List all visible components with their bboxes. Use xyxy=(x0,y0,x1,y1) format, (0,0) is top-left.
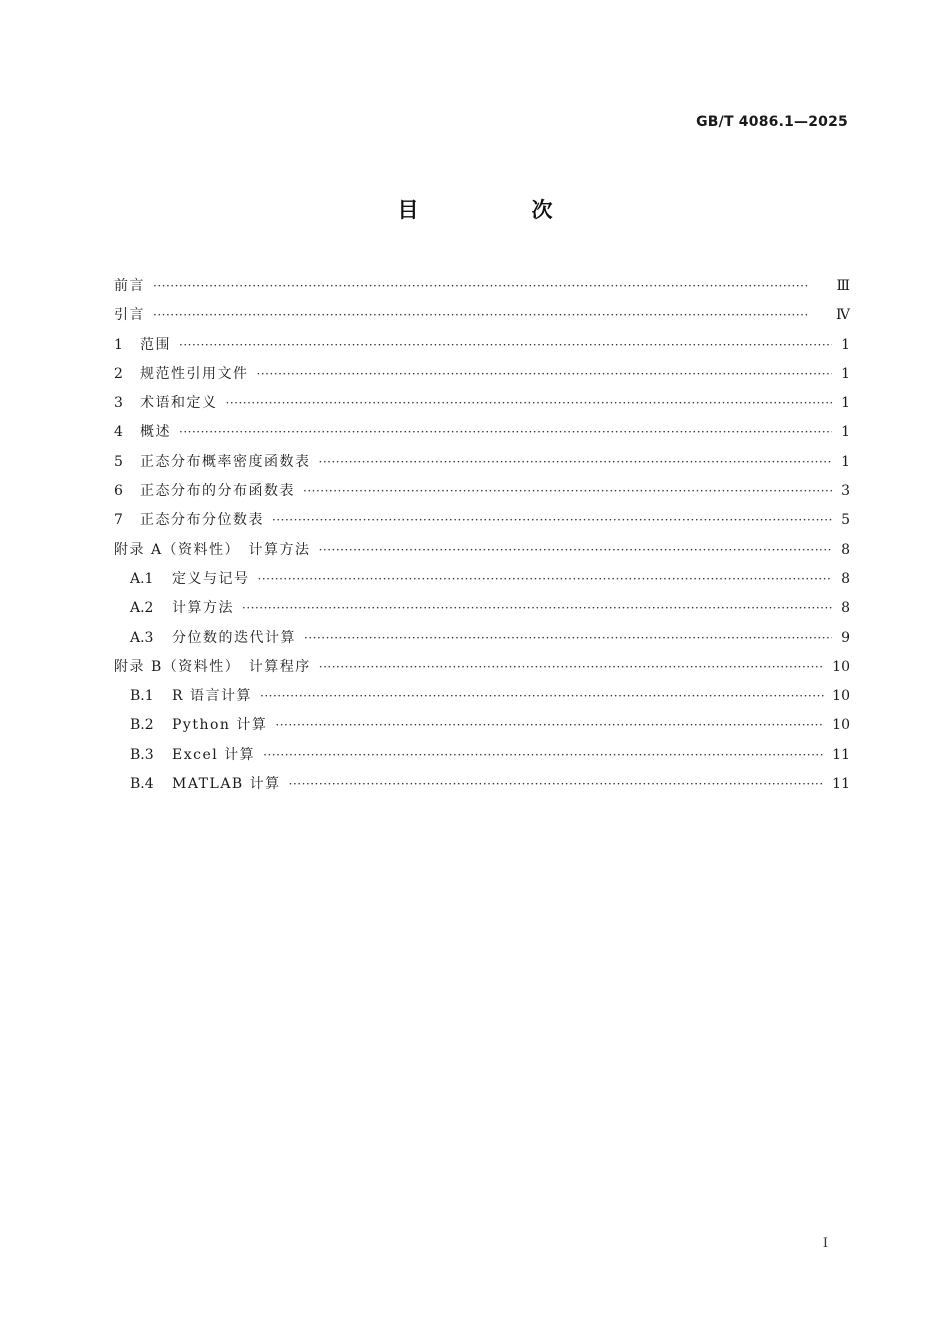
toc-entry-page: 1 xyxy=(841,424,850,441)
toc-leader-dots xyxy=(258,565,833,594)
toc-entry-page: 8 xyxy=(841,541,850,558)
toc-entry-page: 10 xyxy=(832,688,850,705)
toc-entry-page: 11 xyxy=(832,776,850,793)
toc-entry-label: MATLAB 计算 xyxy=(172,776,281,793)
toc-entry-foreword[interactable] xyxy=(114,272,850,301)
toc-leader-dots xyxy=(179,331,832,360)
toc-entry-1[interactable] xyxy=(114,331,850,360)
toc-entry-number: 7 xyxy=(114,512,123,529)
toc-entry-number: A.1 xyxy=(130,570,154,587)
standard-code: GB/T 4086.1—2025 xyxy=(696,114,848,130)
toc-entry-b1[interactable] xyxy=(114,682,850,711)
toc-entry-b3[interactable] xyxy=(114,741,850,770)
toc-entry-number: B.2 xyxy=(130,717,154,734)
toc-entry-label: 术语和定义 xyxy=(140,395,218,412)
toc-entry-label: 正态分布概率密度函数表 xyxy=(140,453,311,470)
toc-entry-a1[interactable] xyxy=(114,565,850,594)
toc-leader-dots xyxy=(260,682,824,711)
toc-entry-number: A.3 xyxy=(130,629,154,646)
toc-entry-label: R 语言计算 xyxy=(172,688,252,705)
toc-leader-dots xyxy=(272,506,832,535)
toc-entry-label: 计算方法 xyxy=(172,600,234,617)
toc-leader-dots xyxy=(319,536,832,565)
toc-entry-label: 分位数的迭代计算 xyxy=(172,629,296,646)
toc-entry-label: Python 计算 xyxy=(172,717,268,734)
toc-leader-dots xyxy=(153,272,828,301)
toc-entry-label: 附录 A（资料性） 计算方法 xyxy=(114,541,311,558)
toc-entry-annex-b[interactable] xyxy=(114,653,850,682)
toc-leader-dots xyxy=(303,477,832,506)
toc-entry-number: 5 xyxy=(114,453,123,470)
toc-entry-label: 引言 xyxy=(114,307,145,324)
toc-entry-number: 2 xyxy=(114,365,123,382)
toc-entry-page: 8 xyxy=(841,600,850,617)
toc-entry-a3[interactable] xyxy=(114,624,850,653)
toc-entry-label: 定义与记号 xyxy=(172,570,250,587)
toc-leader-dots xyxy=(179,418,832,447)
toc-entry-page: 1 xyxy=(841,365,850,382)
toc-entry-number: B.3 xyxy=(130,746,154,763)
toc-entry-page: Ⅳ xyxy=(836,307,850,324)
toc-entry-page: 1 xyxy=(841,453,850,470)
toc-entry-number: A.2 xyxy=(130,600,154,617)
toc-entry-label: 范围 xyxy=(140,336,171,353)
table-of-contents xyxy=(114,272,850,799)
toc-entry-2[interactable] xyxy=(114,360,850,389)
toc-entry-number: 1 xyxy=(114,336,123,353)
toc-entry-page: 8 xyxy=(841,570,850,587)
toc-entry-3[interactable] xyxy=(114,389,850,418)
toc-entry-b2[interactable] xyxy=(114,711,850,740)
toc-entry-page: 10 xyxy=(832,658,850,675)
toc-leader-dots xyxy=(319,653,824,682)
toc-entry-7[interactable] xyxy=(114,506,850,535)
toc-entry-page: 10 xyxy=(832,717,850,734)
toc-leader-dots xyxy=(289,770,825,799)
toc-entry-label: 正态分布的分布函数表 xyxy=(140,483,295,500)
page-number: Ⅰ xyxy=(822,1236,828,1251)
toc-entry-page: 5 xyxy=(841,512,850,529)
toc-entry-number: B.1 xyxy=(130,688,154,705)
toc-leader-dots xyxy=(226,389,833,418)
toc-leader-dots xyxy=(319,448,833,477)
toc-leader-dots xyxy=(304,624,832,653)
toc-leader-dots xyxy=(153,301,828,330)
toc-entry-page: 11 xyxy=(832,746,850,763)
toc-entry-label: 规范性引用文件 xyxy=(140,365,249,382)
toc-entry-page: 1 xyxy=(841,395,850,412)
toc-entry-number: 6 xyxy=(114,483,123,500)
toc-leader-dots xyxy=(275,711,824,740)
toc-leader-dots xyxy=(257,360,833,389)
toc-entry-a2[interactable] xyxy=(114,594,850,623)
toc-entry-number: B.4 xyxy=(130,776,154,793)
toc-entry-b4[interactable] xyxy=(114,770,850,799)
toc-entry-introduction[interactable] xyxy=(114,301,850,330)
toc-entry-6[interactable] xyxy=(114,477,850,506)
toc-entry-number: 4 xyxy=(114,424,123,441)
toc-entry-page: 1 xyxy=(841,336,850,353)
toc-entry-label: 前言 xyxy=(114,278,145,294)
toc-entry-label: 正态分布分位数表 xyxy=(140,512,264,529)
toc-entry-label: 附录 B（资料性） 计算程序 xyxy=(114,658,311,675)
page-title: 目 次 xyxy=(397,198,599,222)
toc-entry-5[interactable] xyxy=(114,448,850,477)
toc-entry-number: 3 xyxy=(114,395,123,412)
toc-entry-label: Excel 计算 xyxy=(172,746,256,763)
toc-entry-page: Ⅲ xyxy=(836,278,850,294)
toc-leader-dots xyxy=(242,594,832,623)
toc-entry-page: 3 xyxy=(841,483,850,500)
toc-entry-label: 概述 xyxy=(140,424,171,441)
toc-leader-dots xyxy=(263,741,824,770)
toc-entry-annex-a[interactable] xyxy=(114,536,850,565)
toc-entry-page: 9 xyxy=(841,629,850,646)
toc-entry-4[interactable] xyxy=(114,418,850,447)
